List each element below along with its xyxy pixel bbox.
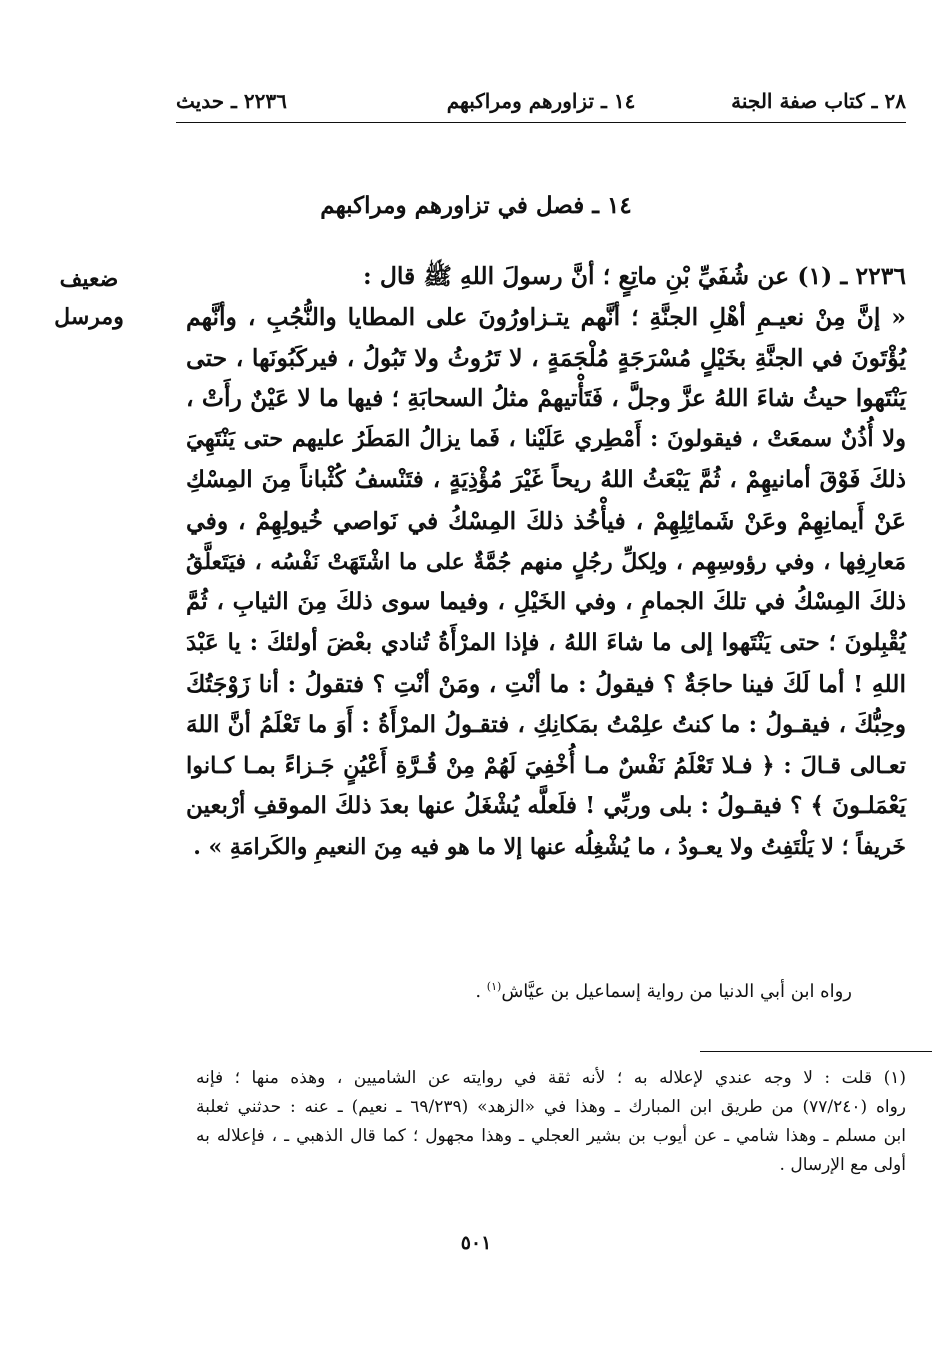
grade-note-line: ضعيف — [59, 266, 119, 292]
footnote-line: (١) قلت : لا وجه عندي لإعلاله به ؛ لأنه ثقة في روايته عن الشاميين ، وهذه منها ؛ فإنه — [196, 1068, 906, 1088]
hadith-line: ٢٢٣٦ ـ (١) عن شُفَيِّ بْنِ ماتِعٍ ؛ أنَّ رسولَ اللهِ ﷺ قال : — [362, 262, 906, 290]
hadith-line: خَريفاً ؛ لا يَلْتَفِتُ ولا يعـودُ ، ما يُشْغِلُه عنها إلا ما هو فيه مِنَ النعيمِ والكَرامَةِ » . — [193, 834, 906, 861]
hadith-line: تعـالى قـالَ : ﴿ فـلا تَعْلَمُ نَفْسٌ مـا أُخْفِيَ لَهُمْ مِنْ قُـرَّةِ أَعْيُنٍ جَـزاءً بمـا كـانوا — [186, 752, 906, 779]
hadith-line: اللهِ ! أما لَكَ فينا حاجَةٌ ؟ فيقولُ : ما أنْتِ ، ومَنْ أنْتِ ؟ فتقولُ : أنا زَوْجَتُكَ — [186, 669, 906, 698]
hadith-line: يُقْبِلونَ ؛ حتى يَنْتَهوا إلى ما شاءَ اللهُ ، فإذا المرْأَةُ تُنادي بعْضَ أولئكَ : يا عَبْدَ — [186, 629, 906, 657]
source-end: . — [475, 981, 487, 1002]
section-title: ١٤ ـ فصل في تزاورهم ومراكبهم — [320, 192, 632, 219]
running-header — [176, 84, 906, 118]
footnote — [196, 1064, 906, 1180]
grade-note — [34, 260, 144, 336]
hadith-line: يَعْمَلـونَ ﴾ ؟ فيقـولُ : بلى وربِّي ! فلَعلَّه يُشْغَلُ عنها بعدَ ذلكَ الموقفِ أرْبعين — [186, 792, 906, 820]
source-attribution — [475, 980, 852, 1002]
hadith-text — [186, 256, 906, 868]
hadith-line: عَنْ أَيمانِهِمْ وعَنْ شَمائِلِهِمْ ، فيأْخُذ ذلكَ المِسْكُ في نَواصي خُيولِهِمْ ، وفي — [186, 506, 906, 535]
footnote-marker[interactable]: (١) — [486, 980, 502, 993]
running-header-hadith-number: ٢٢٣٦ ـ حديث — [176, 89, 287, 113]
header-rule — [176, 122, 906, 123]
hadith-line: مَعارِفِها ، وفي رؤوسِهِم ، ولِكلِّ رجُلٍ منهم جُمَّةٌ على ما اشْتَهَتْ نَفْسُه ، فيَتَعلَّقُ — [186, 548, 906, 575]
source-text: رواه ابن أبي الدنيا من رواية إسماعيل بن عيَّاش — [501, 981, 852, 1002]
footnote-line: ابن مسلم ـ وهذا شامي ـ عن أيوب بن بشير العجلي ـ وهذا مجهول ؛ كما قال الذهبي ـ ، فإعلاله به — [196, 1126, 906, 1146]
hadith-line: ولا أُذُنٌ سمعَتْ ، فيقولونَ : أَمْطِري عَلَيْنا ، فَما يزالُ المَطَرُ عليهم حتى يَنْتَهِيَ — [186, 426, 906, 453]
hadith-line: يَنْتَهوا حيثُ شاءَ اللهُ عزَّ وجلَّ ، فَتَأْتيهمْ مثلُ السحابَةِ ؛ فيها ما لا عَيْنٌ رأَتْ ، — [186, 384, 906, 413]
hadith-line: يُؤْتَونَ في الجنَّةِ بخَيْلٍ مُسْرَجَةٍ مُلْجَمَةٍ ، لا تَرُوثُ ولا تَبُولُ ، فيركَبُونَها ، حتى — [186, 343, 906, 372]
hadith-line: ذلكَ فَوْقَ أمانيهِمْ ، ثُمَّ يَبْعَثُ اللهُ ريحاً غَيْرَ مُؤْذِيَةٍ ، فتَنْسفُ كُثْباناً مِنَ المِسْكِ — [186, 465, 906, 493]
running-header-book: ٢٨ ـ كتاب صفة الجنة — [731, 89, 906, 113]
footnote-line: أولى مع الإرسال . — [779, 1155, 906, 1175]
footnote-rule — [700, 1051, 932, 1052]
footnote-line: رواه (٧٧/٢٤٠) من طريق ابن المبارك ـ وهذا في «الزهد» (٦٩/٢٣٩ ـ نعيم) ـ عنه : حدثني ثعلبة — [196, 1097, 906, 1117]
hadith-line: وحِبُّكَ ، فيقـولُ : ما كنتُ علِمْتُ بمَكانِكِ ، فتقـولُ المرْأَةُ : أَوَ ما تَعْلَمُ أنَّ اللهَ — [186, 710, 906, 738]
hadith-line: ذلكَ المِسْكُ في تلكَ الجمامِ ، وفي الخَيْلِ ، وفيما سوى ذلكَ مِنَ الثيابِ ، ثُمَّ — [186, 588, 906, 616]
grade-note-line: ومرسل — [54, 304, 124, 330]
page-number: ٥٠١ — [460, 1232, 492, 1254]
hadith-line: « إنَّ مِنْ نعيـمِ أهْلِ الجنَّةِ ؛ أنَّهم يتـزاورُونَ على المطايا والنُّجُبِ ، وأنَّهم — [186, 302, 906, 331]
running-header-chapter: ١٤ ـ تزاورهم ومراكبهم — [446, 89, 636, 113]
